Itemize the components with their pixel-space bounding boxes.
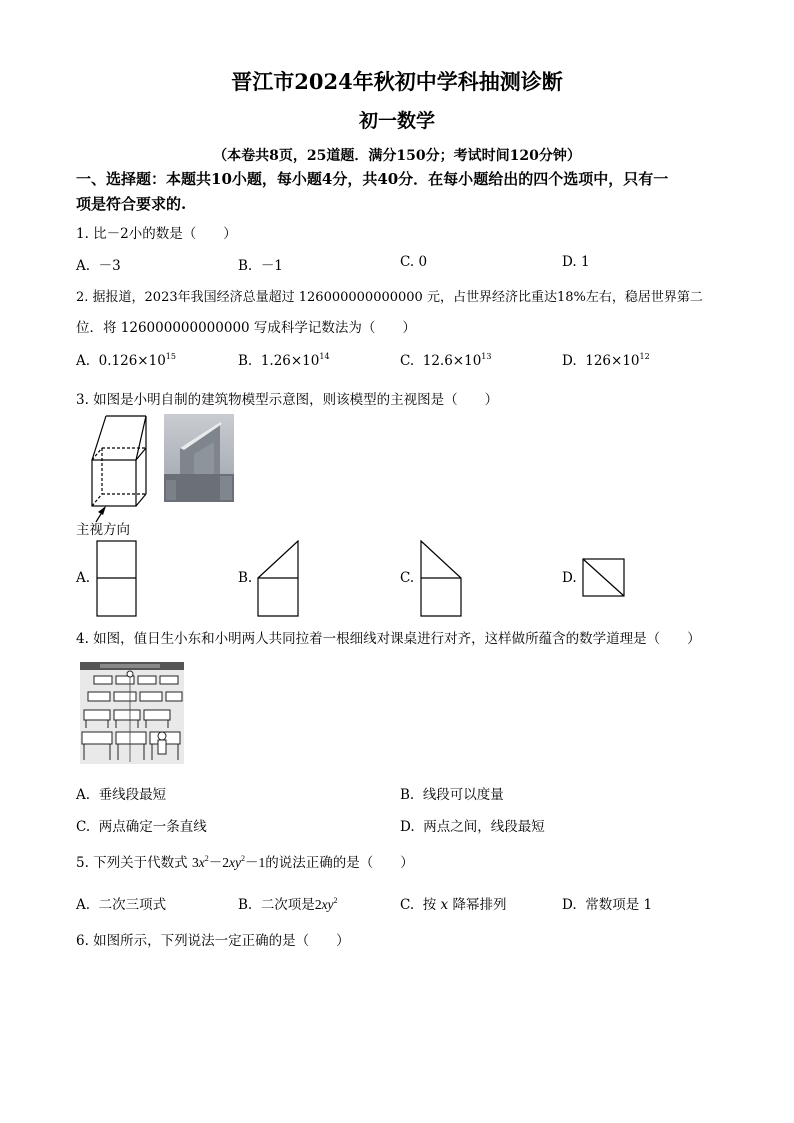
q6-stem: 6. 如图所示，下列说法一定正确的是（ ）	[76, 933, 350, 949]
q5-option-a: A. 二次三项式	[76, 897, 167, 913]
q2-option-c: C. $12.6\times 10^{13}$	[400, 352, 492, 369]
section-heading-line2: 项是符合要求的.	[76, 195, 187, 213]
q2-option-a: A. $0.126\times 10^{15}$	[76, 352, 176, 369]
q1-option-d: D. 1	[562, 254, 590, 270]
q3-option-b-figure	[257, 540, 301, 618]
q3-stem: 3. 如图是小明自制的建筑物模型示意图，则该模型的主视图是（ ）	[76, 392, 499, 408]
q5-expression: $3x^2-2xy^2-1$	[191, 854, 266, 870]
exam-subtitle: 初一数学	[358, 110, 435, 132]
q3-option-b-label: B.	[238, 570, 253, 586]
q3-option-c-figure	[420, 540, 464, 618]
exam-note: （本卷共8页，25道题．满分150分；考试时间120分钟）	[213, 148, 581, 164]
q2-stem-line2: 位．将 126000000000000 写成科学记数法为（ ）	[76, 320, 416, 336]
q1-option-b: B. －1	[238, 258, 283, 274]
q3-direction-label: 主视方向	[76, 522, 130, 538]
q4-option-a: A. 垂线段最短	[76, 787, 167, 803]
q1-option-c: C. 0	[400, 254, 428, 270]
q4-stem: 4. 如图，值日生小东和小明两人共同拉着一根细线对课桌进行对齐，这样做所蕴含的数学道理是（ ）	[76, 631, 701, 647]
q2-option-d: D. $126\times 10^{12}$	[562, 352, 650, 369]
q5-option-d: D. 常数项是 1	[562, 897, 653, 913]
q3-option-a-figure	[96, 540, 138, 618]
q3-model-figure	[78, 412, 156, 524]
q3-option-c-label: C.	[400, 570, 415, 586]
q4-option-b: B. 线段可以度量	[400, 787, 504, 803]
building-photo	[164, 414, 234, 502]
q1-stem: 1. 比－2小的数是（ ）	[76, 226, 237, 242]
exam-title: 晋江市2024年秋初中学科抽测诊断	[231, 69, 563, 94]
q4-option-d: D. 两点之间，线段最短	[400, 819, 545, 835]
q4-option-c: C. 两点确定一条直线	[76, 819, 207, 835]
classroom-illustration	[80, 662, 184, 764]
section-heading-line1: 一、选择题：本题共10小题，每小题4分，共40分．在每小题给出的四个选项中，只有一	[76, 170, 669, 188]
q2-stem-line1: 2. 据报道，2023年我国经济总量超过 126000000000000 元，占世界经济比重达18%左右，稳居世界第二	[76, 290, 703, 305]
q1-option-a: A. －3	[76, 258, 121, 274]
q3-option-d-label: D.	[562, 570, 577, 586]
q5-option-b: B. 二次项是$2xy^2$	[238, 896, 338, 913]
q5-option-c: C. 按 x 降幂排列	[400, 897, 507, 913]
q2-option-b: B. $1.26\times 10^{14}$	[238, 352, 330, 369]
q5-stem: 5. 下列关于代数式 $3x^2-2xy^2-1$的说法正确的是（ ）	[76, 854, 414, 871]
q3-option-a-label: A.	[76, 570, 91, 586]
q3-option-d-figure	[582, 558, 626, 598]
